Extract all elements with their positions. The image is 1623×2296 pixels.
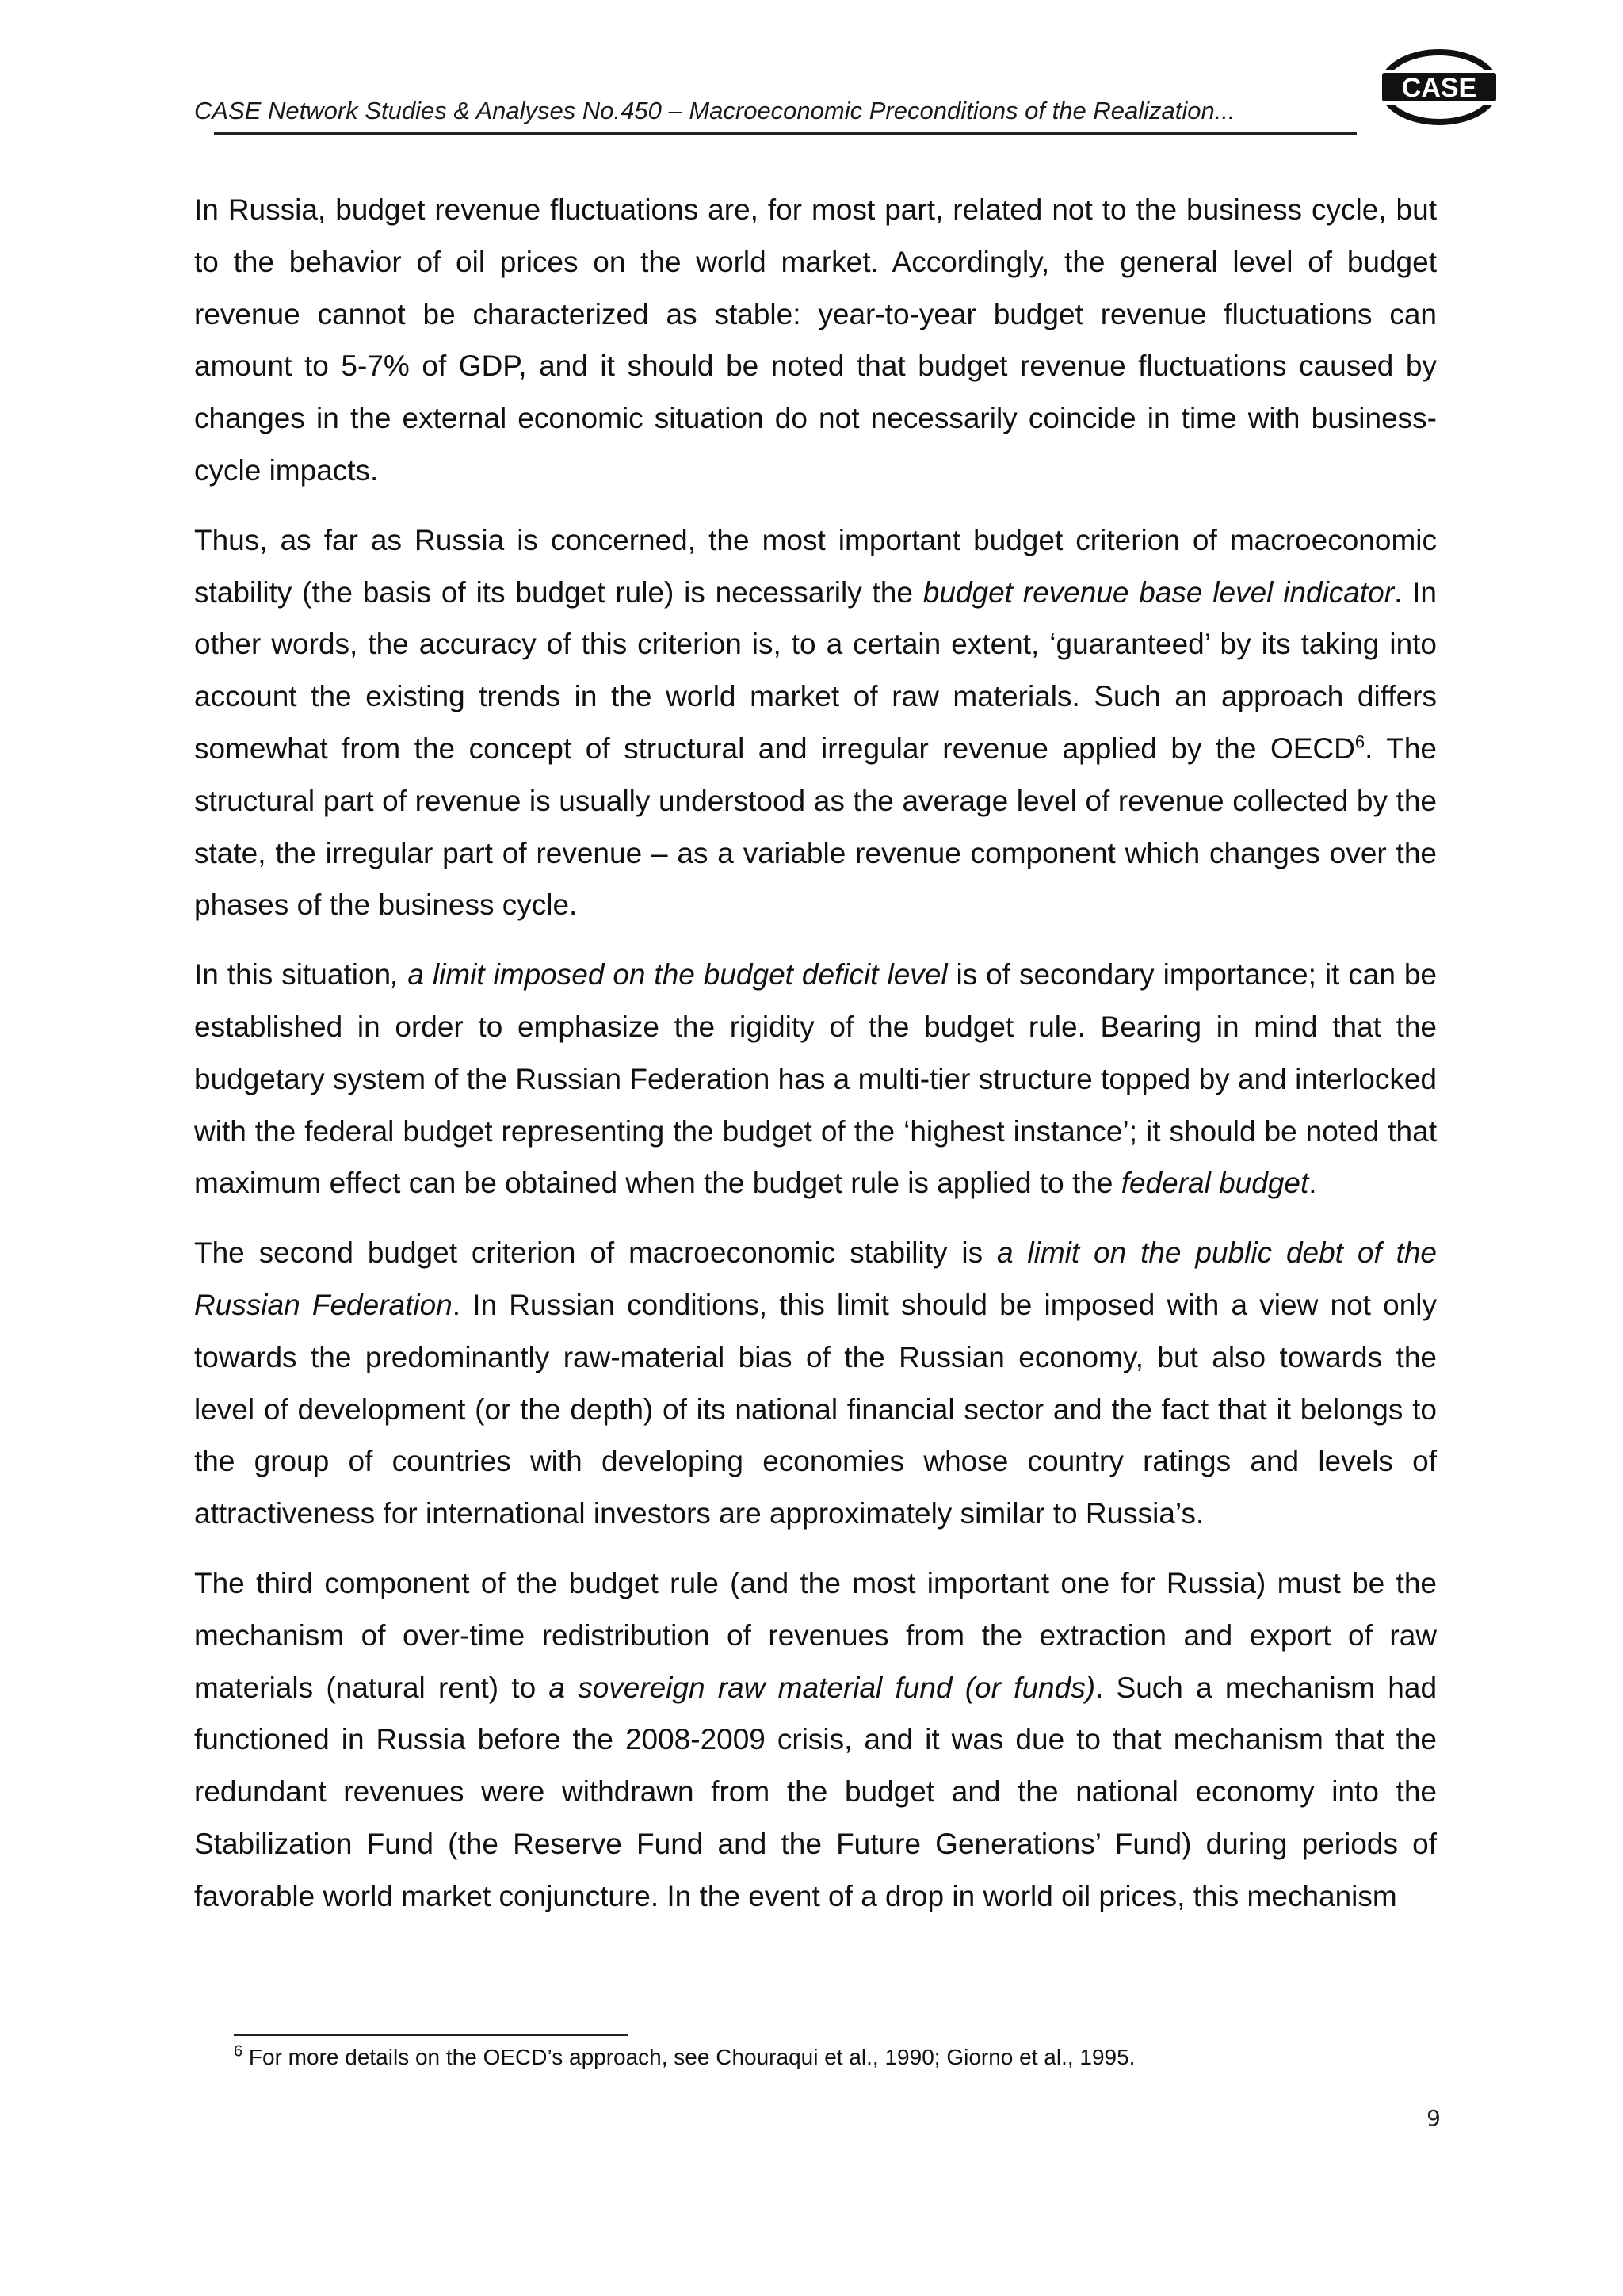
paragraph-4-emphasis: a limit on the public debt of the Russian Federation — [194, 1236, 1437, 1321]
paragraph-2-text-a: Thus, as far as Russia is concerned, the most important budget criterion of macroeconomic stability (the basis of its budget rule) is necessarily the — [194, 523, 1437, 609]
paragraph-5-text-b: . Such a mechanism had functioned in Russia before the 2008-2009 crisis, and it was due to that mechanism that the redundant revenues were withdrawn from the budget and the national economy into the Stabilization Fund (the Reserve Fund and the Future Generations’ Fund) during periods of favorable world market conjuncture. In the event of a drop in world oil prices, this mechanism — [194, 1671, 1438, 1912]
paragraph-2 — [194, 514, 1437, 931]
logo-text: CASE — [1401, 73, 1477, 103]
paragraph-3 — [194, 949, 1437, 1209]
footnote-reference[interactable]: 6 — [1354, 732, 1365, 752]
running-header: CASE Network Studies & Analyses No.450 – Macroeconomic Preconditions of the Realization... — [194, 97, 1235, 124]
paragraph-3-text-a: In this situation — [194, 958, 391, 991]
paragraph-4-text-a: The second budget criterion of macroeconomic stability is — [194, 1236, 997, 1270]
footnote-separator — [234, 2034, 628, 2036]
paragraph-3-text-c: . — [1308, 1167, 1317, 1200]
case-logo — [1377, 46, 1501, 128]
paragraph-2-text-b: . In other words, the accuracy of this criterion is, to a certain extent, ‘guaranteed’ by its taking into account the existing trends in the world market of raw materials. Such an approach differs somewhat from the concept of structural and irregular revenue applied by the OECD — [194, 575, 1438, 765]
paragraph-3-text-b: is of secondary importance; it can be established in order to emphasize the rigidity of the budget rule. Bearing in mind that the budgetary system of the Russian Federation has a multi-tier structure topped by and interlocked with the federal budget representing the budget of the ‘highest instance’; it should be noted that maximum effect can be obtained when the budget rule is applied to the — [194, 958, 1438, 1200]
paragraph-5-emphasis: a sovereign raw material fund (or funds) — [548, 1671, 1096, 1704]
paragraph-5 — [194, 1557, 1437, 1923]
paragraph-2-emphasis: budget revenue base level indicator — [922, 575, 1395, 609]
header-rule — [214, 132, 1357, 135]
paragraph-3-emphasis: , a limit imposed on the budget deficit level — [391, 958, 948, 991]
page-number: 9 — [1426, 2105, 1441, 2131]
paragraph-5-text-a: The third component of the budget rule (and the most important one for Russia) must be the mechanism of over-time redistribution of revenues from the extraction and export of raw materials (natural rent) to — [194, 1566, 1437, 1704]
paragraph-1-text: In Russia, budget revenue fluctuations are, for most part, related not to the business cycle, but to the behavior of oil prices on the world market. Accordingly, the general level of budget revenue cannot be characterized as stable: year-to-year budget revenue fluctuations can amount to 5-7% of GDP, and it should be noted that budget revenue fluctuations caused by changes in the external economic situation do not necessarily coincide in time with business-cycle impacts. — [194, 193, 1437, 487]
footnote — [234, 2042, 1136, 2070]
footnote-text: For more details on the OECD’s approach, see Chouraqui et al., 1990; Giorno et al., 1995. — [242, 2045, 1136, 2069]
paragraph-3-emphasis-2: federal budget — [1121, 1167, 1309, 1200]
paragraph-4 — [194, 1227, 1437, 1540]
paragraph-4-text-b: . In Russian conditions, this limit should be imposed with a view not only towards the predominantly raw-material bias of the Russian economy, but also towards the level of development (or the depth) of its national financial sector and the fact that it belongs to the group of countries with developing economies whose country ratings and levels of attractiveness for international investors are approximately similar to Russia’s. — [194, 1288, 1438, 1530]
paragraph-2-text-c: . The structural part of revenue is usually understood as the average level of revenue collected by the state, the irregular part of revenue – as a variable revenue component which changes over the phases of the business cycle. — [194, 732, 1437, 922]
paragraph-1 — [194, 184, 1437, 497]
footnote-number: 6 — [234, 2042, 243, 2061]
body-text — [194, 184, 1437, 1923]
